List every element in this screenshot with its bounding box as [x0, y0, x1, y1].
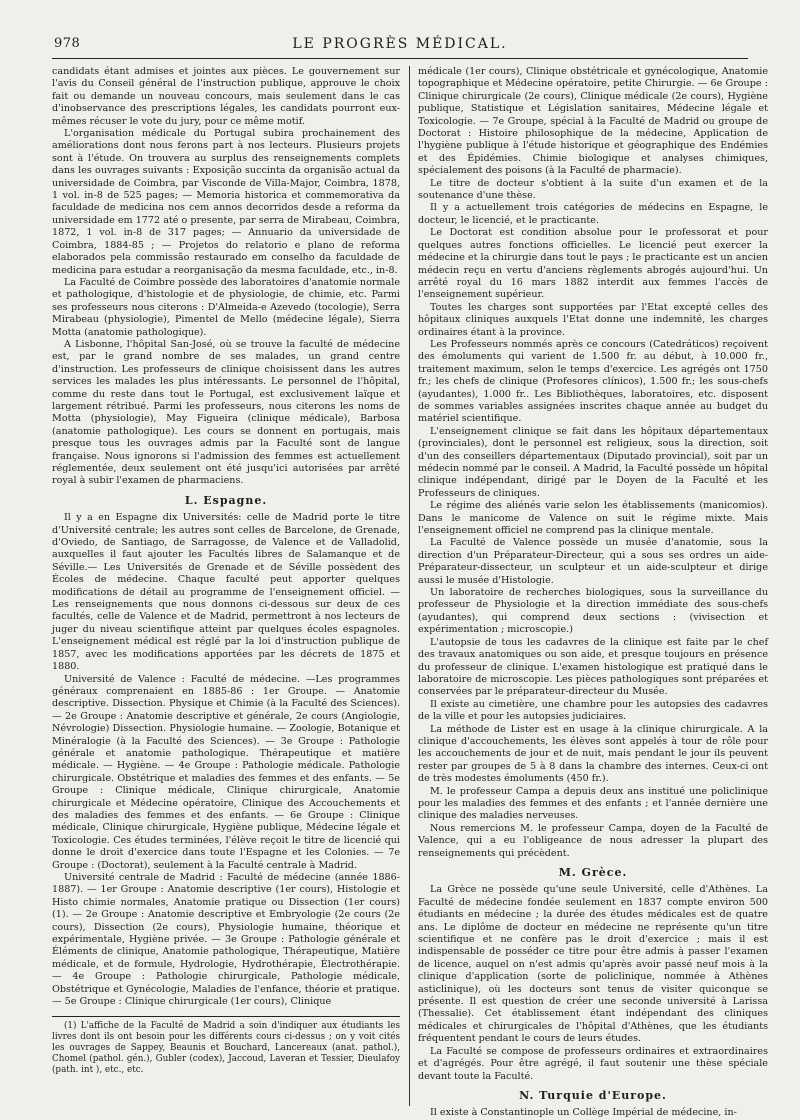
page-number: 978 — [54, 36, 81, 51]
paragraph: L'organisation médicale du Portugal subira prochainement des améliorations dont nous ferons part à nos lecteurs. Plusieurs projets sont à l'étude. On trouvera au surplus des renseignements complets dans les ouvrages suivants : Exposição succinta da organisão actual da universidade de Coimbra, par Visconde de Villa-Major, Coimbra, 1878, 1 vol. in-8 de 525 pages; — Memoria historica et commemorativa da faculdade de medicina nos cem annos decorridos desde a reforma da universidade em 1772 até o presente, par serra de Mirabeau, Coimbra, 1872, 1 vol. in-8 de 317 pages; — Annuario da universidade de Coimbra, 1884-85 ; — Projetos do relatorio e plano de reforma elaborados pela commissão restaurado em conselho da faculdade de medicina para estudar a reorganisação da mesma faculdade, etc., in-8. — [52, 128, 400, 276]
paragraph: La Faculté se compose de professeurs ordinaires et extraordinaires et d'agrégés. Pour être agrégé, il faut soutenir une thèse spéciale devant toute la Faculté. — [418, 1045, 768, 1082]
paragraph: L'autopsie de tous les cadavres de la clinique est faite par le chef des travaux anatomiques ou son aide, et presque toujours en présence du professeur de clinique. L'examen histologique est pratiqué dans le laboratoire de microscopie. Les pièces pathologiques sont préparées et conservées par le préparateur-directeur du Musée. — [418, 636, 768, 698]
column-divider — [409, 66, 410, 1106]
paragraph: Nous remercions M. le professeur Campa, doyen de la Faculté de Valence, qui a eu l'obligeance de nous adresser la plupart des renseignements qui précèdent. — [418, 822, 768, 859]
paragraph: A Lisbonne, l'hôpital San-José, où se trouve la faculté de médecine est, par le grand nombre de ses malades, un grand centre d'instruction. Les professeurs de clinique choisissent dans les autres services les malades les plus intéressants. Le personnel de l'hôpital, comme du reste dans tout le Portugal, est exclusivement laïque et largement rétribué. Parmi les professeurs, nous citerons les noms de Motta (physiologie), May Figueira (clinique médicale), Barbosa (anatomie pathologique). Les cours se donnent en portugais, mais presque tous les ouvrages admis par la Faculté sont de langue française. Nous ignorons si l'admission des femmes est actuellement réglementée, deux seulement ont été jusqu'ici autorisées par arrêté royal à subir l'examen de pharmaciens. — [52, 338, 400, 487]
paragraph: Les Professeurs nommés après ce concours (Catedráticos) reçoivent des émoluments qui varient de 1.500 fr. au début, à 10.000 fr., traitement maximum, selon le temps d'exercice. Les agrégés ont 1750 fr.; les chefs de clinique (Profesores clínicos), 1.500 fr.; les sous-chefs (ayudantes), 1.000 fr.. Les Bibliothèques, laboratoires, etc. disposent de sommes variables assignées inscrites chaque année au budget du matériel scientifique. — [418, 338, 768, 425]
section-heading-turkey: N. Turquie d'Europe. — [519, 1088, 667, 1102]
paragraph: Le régime des aliénés varie selon les établissements (manicomios). Dans le manicome de Valence on suit le régime mixte. Mais l'enseignement officiel ne comprend pas la clinique mentale. — [418, 500, 768, 537]
paragraph: Le Doctorat est condition absolue pour le professorat et pour quelques autres fonctions officielles. Le licencié peut exercer la médecine et la chirurgie dans tout le pays ; le practicante est un ancien médecin reçu en vertu d'anciens règlements abrogés aujourd'hui. Un arrêté royal du 16 mars 1882 interdit aux femmes l'accès de l'enseignement supérieur. — [418, 227, 768, 301]
footnote-divider — [52, 1016, 400, 1017]
paragraph: Université de Valence : Faculté de médecine. —Les programmes généraux comprenaient en 1885-86 : 1er Groupe. — Anatomie descriptive. Dissection. Physique et Chimie (à la Faculté des Sciences). — 2e Groupe : Anatomie descriptive et générale, 2e cours (Angiologie, Névrologie) Dissection. Physiologie humaine. — Zoologie, Botanique et Minéralogie (à la Faculté des Sciences). — 3e Groupe : Pathologie générale et anatomie pathologique. Thérapeutique et matière médicale. — Hygiène. — 4e Groupe : Pathologie médicale. Pathologie chirurgicale. Obstétrique et maladies des femmes et des enfants. — 5e Groupe : Clinique médicale, Clinique chirurgicale, Anatomie chirurgicale et Médecine opératoire, Clinique des Accouchements et des maladies des femmes et des enfants. — 6e Groupe : Clinique médicale, Clinique chirurgicale, Hygiène publique, Médecine légale et Toxicologie. Ces études terminées, l'élève reçoit le titre de licencié qui donne le droit d'exercice dans toute l'Espagne et les Colonies. — 7e Groupe : (Doctorat), seulement à la Faculté centrale à Madrid. — [52, 673, 400, 871]
paragraph: M. le professeur Campa a depuis deux ans institué une policlinique pour les maladies des femmes et des enfants ; et l'année dernière une clinique des maladies nerveuses. — [418, 785, 768, 822]
page-header — [52, 36, 748, 59]
paragraph: Université centrale de Madrid : Faculté de médecine (année 1886-1887). — 1er Groupe : Anatomie descriptive (1er cours), Histologie et Histo chimie normales, Anatomie pratique ou Dissection (1er cours) (1). — 2e Groupe : Anatomie descriptive et Embryologie (2e cours (2e cours), Dissection (2e cours), Physiologie humaine, théorique et expérimentale, Hygiène privée. — 3e Groupe : Pathologie générale et Éléments de clinique, Anatomie pathologique, Thérapeutique, Matière médicale, et de formule, Hydrologie, Hydrothérapie, Électrothérapie. — 4e Groupe : Pathologie chirurgicale, Pathologie médicale, Obstétrique et Gynécologie, Maladies de l'enfance, théorie et pratique. — 5e Groupe : Clinique chirurgicale (1er cours), Clinique — [52, 872, 400, 1008]
paragraph: candidats étant admises et jointes aux pièces. Le gouvernement sur l'avis du Conseil général de l'instruction publique, approuve le choix fait ou demande un nouveau concours, mais seulement dans le cas d'inobservance des prescriptions légales, les candidats pourront eux-mêmes récuser le vote du jury, pour ce même motif. — [52, 66, 400, 127]
left-column — [52, 66, 400, 1106]
paragraph: La méthode de Lister est en usage à la clinique chirurgicale. A la clinique d'accouchements, les élèves sont appelés à tour de rôle pour les accouchements de jour et de nuit, mais pendant le jour ils peuvent rester par groupes de 5 à 8 dans la chambre des internes. Ceux-ci ont de très modestes émoluments (450 fr.). — [418, 723, 768, 785]
paragraph: Toutes les charges sont supportées par l'Etat excepté celles des hôpitaux cliniques auxquels l'Etat donne une indemnité, les charges ordinaires étant à la province. — [418, 301, 768, 338]
footnote: (1) L'affiche de la Faculté de Madrid a soin d'indiquer aux étudiants les livres dont ils ont besoin pour les différents cours ci-dessus ; on y voit cités les ouvrages de Sappey, Beaunis et Bouchard, Lancereaux (anat. pathol.), Chomel (pathol. gén.), Gubler (codex), Jaccoud, Laveran et Tessier, Dieulafoy (path. int ), etc., etc. — [52, 1021, 400, 1076]
paragraph: Il y a actuellement trois catégories de médecins en Espagne, le docteur, le licencié, et le practicante. — [418, 202, 768, 226]
running-title: LE PROGRÈS MÉDICAL. — [292, 36, 508, 52]
section-heading-spain: L. Espagne. — [184, 493, 268, 507]
right-column — [418, 66, 768, 1119]
paragraph: médicale (1er cours), Clinique obstétricale et gynécologique, Anatomie topographique et Médecine opératoire, petite Chirurgie. — 6e Groupe : Clinique chirurgicale (2e cours), Clinique médicale (2e cours), Hygiène publique, Statistique et Législation sanitaires, Médecine légale et Toxicologie. — 7e Groupe, spécial à la Faculté de Madrid ou groupe de Doctorat : Histoire philosophique de la médecine, Application de l'hygiène publique à l'étude historique et géographique des Endémies et des Épidémies. Chimie biologique et analyses chimiques, spécialement des poisons (à la Faculté de pharmacie). — [418, 66, 768, 177]
paragraph: Le titre de docteur s'obtient à la suite d'un examen et de la soutenance d'une thèse. — [418, 177, 768, 202]
paragraph: Il existe à Constantinople un Collège Impérial de médecine, in- — [430, 1107, 737, 1119]
paragraph: La Faculté de Valence possède un musée d'anatomie, sous la direction d'un Préparateur-Directeur, qui a sous ses ordres un aide-Préparateur-dissecteur, un sculpteur et un aide-sculpteur et dirige aussi le musée d'Histologie. — [418, 537, 768, 586]
paragraph: La Grèce ne possède qu'une seule Université, celle d'Athènes. La Faculté de médecine fondée seulement en 1837 compte environ 500 étudiants en médecine ; la durée des études médicales est de quatre ans. Le diplôme de docteur en médecine ne représente qu'un titre scientifique et ne confère pas le droit d'exercice ; mais il est indispensable de posséder ce titre pour être admis à passer l'examen de licence, auquel on n'est admis qu'après avoir passé neuf mois à la clinique d'application (sorte de policlinique, nommée à Athènes asticlinique), où les docteurs sont tenus de visiter quiconque se présente. Il est question de créer une seconde université à Larissa (Thessalie). Cet établissement étant indépendant des cliniques médicales et chirurgicales de l'hôpital d'Athènes, que les étudiants fréquentent pendant le cours de leurs études. — [418, 884, 768, 1045]
paragraph: L'enseignement clinique se fait dans les hôpitaux départementaux (provinciales), dont le personnel est religieux, sous la direction, soit d'un des conseillers départementaux (Diputado provincial), soit par un médecin nommé par le conseil. A Madrid, la Faculté possède un hôpital clinique indépendant, dirigé par le Doyen de la Faculté et les Professeurs de cliniques. — [418, 425, 768, 499]
paragraph: La Faculté de Coimbre possède des laboratoires d'anatomie normale et pathologique, d'histologie et de physiologie, de chimie, etc. Parmi ses professeurs nous citerons : D'Almeida-e Azevedo (tocologie), Serra Mirabeau (physiologie), Pimentel de Mello (médecine légale), Sierra Motta (anatomie pathologique). — [52, 276, 400, 338]
paragraph: Un laboratoire de recherches biologiques, sous la surveillance du professeur de Physiologie et la direction immédiate des sous-chefs (ayudantes), qui comprend deux sections : (vivisection et expérimentation ; microscopie.) — [418, 587, 768, 636]
paragraph: Il existe au cimetière, une chambre pour les autopsies des cadavres de la ville et pour les autopsies judiciaires. — [418, 698, 768, 723]
paragraph: Il y a en Espagne dix Universités: celle de Madrid porte le titre d'Université centrale; les autres sont celles de Barcelone, de Grenade, d'Oviedo, de Santiago, de Sarragosse, de Valence et de Valladolid, auxquelles il faut ajouter les Facultés libres de Salamanque et de Séville.— Les Universités de Grenade et de Séville possèdent des Écoles de médecine. Chaque faculté peut apporter quelques modifications de détail au programme de l'enseignement officiel. — Les renseignements que nous donnons ci-dessous sur deux de ces facultés, celle de Valence et de Madrid, permettront à nos lecteurs de juger du niveau scientifique atteint par quelques écoles espagnoles. L'enseignement médical est réglé par la loi d'instruction publique de 1857, avec les modifications apportées par les décrets de 1875 et 1880. — [52, 512, 400, 673]
section-heading-greece: M. Grèce. — [558, 866, 628, 879]
